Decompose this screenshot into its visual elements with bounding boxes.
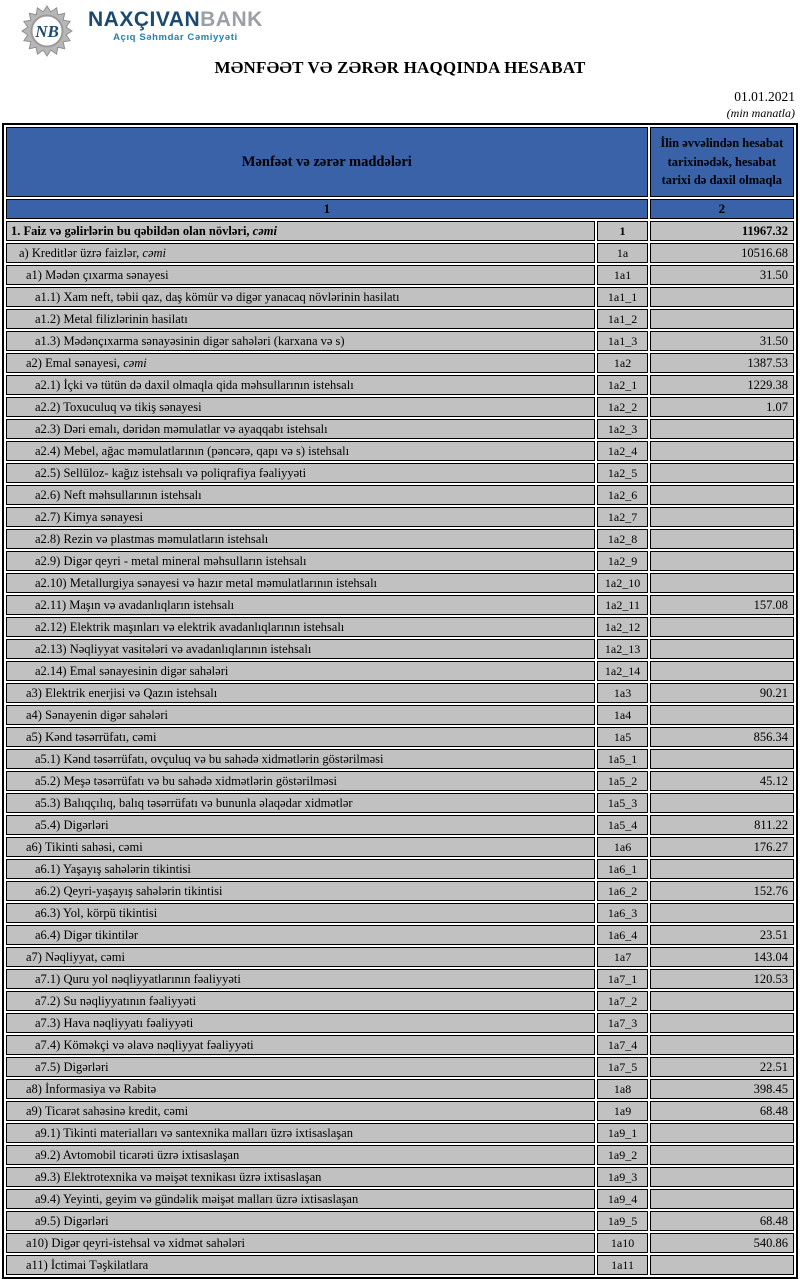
row-label-cell: a2.6) Neft məhsullarının istehsalı bbox=[6, 485, 595, 505]
table-row bbox=[6, 243, 794, 263]
row-value-cell bbox=[650, 419, 794, 439]
row-label-cell: a9.2) Avtomobil ticarəti üzrə ixtisaslaşan bbox=[6, 1145, 595, 1165]
row-label-cell: a2.2) Toxuculuq və tikiş sənayesi bbox=[6, 397, 595, 417]
row-code-cell: 1a1_1 bbox=[597, 287, 647, 307]
row-code-cell: 1a2_9 bbox=[597, 551, 647, 571]
table-row bbox=[6, 507, 794, 527]
table-row bbox=[6, 309, 794, 329]
row-label-italic: cəmi bbox=[142, 246, 166, 260]
row-label-cell: a8) İnformasiya və Rabitə bbox=[6, 1079, 595, 1099]
row-code-cell: 1a2_12 bbox=[597, 617, 647, 637]
row-code-cell: 1a9_1 bbox=[597, 1123, 647, 1143]
row-code-cell: 1a4 bbox=[597, 705, 647, 725]
row-code-cell: 1a2_8 bbox=[597, 529, 647, 549]
table-row bbox=[6, 1255, 794, 1275]
row-label-cell: a3) Elektrik enerjisi və Qazın istehsalı bbox=[6, 683, 595, 703]
row-value-cell bbox=[650, 639, 794, 659]
row-value-cell: 31.50 bbox=[650, 265, 794, 285]
row-code-cell: 1a9_4 bbox=[597, 1189, 647, 1209]
row-code-cell: 1a5_3 bbox=[597, 793, 647, 813]
unit-note: (min manatla) bbox=[726, 106, 795, 120]
seal-monogram: NB bbox=[35, 22, 59, 41]
bank-name-secondary: BANK bbox=[200, 8, 263, 31]
row-value-cell: 45.12 bbox=[650, 771, 794, 791]
table-row bbox=[6, 793, 794, 813]
row-label-cell: a2.5) Sellüloz- kağız istehsalı və poliqrafiya fəaliyyəti bbox=[6, 463, 595, 483]
table-row bbox=[6, 331, 794, 351]
table-row bbox=[6, 1035, 794, 1055]
row-label-cell: a9.4) Yeyinti, geyim və gündəlik məişət malları üzrə ixtisaslaşan bbox=[6, 1189, 595, 1209]
row-code-cell: 1a2 bbox=[597, 353, 647, 373]
table-row bbox=[6, 375, 794, 395]
row-value-cell bbox=[650, 903, 794, 923]
table-row bbox=[6, 815, 794, 835]
row-label-cell: a1.2) Metal filizlərinin hasilatı bbox=[6, 309, 595, 329]
row-code-cell: 1a2_1 bbox=[597, 375, 647, 395]
row-code-cell: 1a6_4 bbox=[597, 925, 647, 945]
row-code-cell: 1a2_7 bbox=[597, 507, 647, 527]
row-code-cell: 1a11 bbox=[597, 1255, 647, 1275]
row-value-cell bbox=[650, 573, 794, 593]
row-value-cell bbox=[650, 507, 794, 527]
row-label-cell: a1) Mədən çıxarma sənayesi bbox=[6, 265, 595, 285]
report-date: 01.01.2021 bbox=[734, 89, 795, 104]
row-value-cell: 90.21 bbox=[650, 683, 794, 703]
row-value-cell bbox=[650, 793, 794, 813]
row-value-cell bbox=[650, 1189, 794, 1209]
row-label-italic: cəmi bbox=[123, 356, 147, 370]
row-label-cell: a2) Emal sənayesi, cəmi bbox=[6, 353, 595, 373]
row-label-cell: a6.3) Yol, körpü tikintisi bbox=[6, 903, 595, 923]
row-code-cell: 1a6 bbox=[597, 837, 647, 857]
row-code-cell: 1a2_10 bbox=[597, 573, 647, 593]
bank-brand bbox=[20, 5, 800, 55]
row-label-cell: a2.10) Metallurgiya sənayesi və hazır metal məmulatlarının istehsalı bbox=[6, 573, 595, 593]
table-row bbox=[6, 771, 794, 791]
row-label-cell: a7.2) Su nəqliyyatının fəaliyyəti bbox=[6, 991, 595, 1011]
table-row bbox=[6, 485, 794, 505]
row-value-cell bbox=[650, 441, 794, 461]
row-code-cell: 1a2_3 bbox=[597, 419, 647, 439]
row-code-cell: 1a7_3 bbox=[597, 1013, 647, 1033]
row-code-cell: 1a7_1 bbox=[597, 969, 647, 989]
row-label-cell: 1. Faiz və gəlirlərin bu qəbildən olan növləri, cəmi bbox=[6, 221, 595, 241]
table-row bbox=[6, 221, 794, 241]
row-code-cell: 1a6_2 bbox=[597, 881, 647, 901]
table-row bbox=[6, 969, 794, 989]
row-value-cell bbox=[650, 1145, 794, 1165]
table-row bbox=[6, 1079, 794, 1099]
table-row bbox=[6, 265, 794, 285]
row-label-cell: a2.12) Elektrik maşınları və elektrik avadanlıqlarının istehsalı bbox=[6, 617, 595, 637]
row-label-cell: a1.1) Xam neft, təbii qaz, daş kömür və digər yanacaq növlərinin hasilatı bbox=[6, 287, 595, 307]
table-row bbox=[6, 991, 794, 1011]
row-code-cell: 1a2_14 bbox=[597, 661, 647, 681]
row-value-cell: 10516.68 bbox=[650, 243, 794, 263]
table-row bbox=[6, 287, 794, 307]
row-value-cell bbox=[650, 859, 794, 879]
row-label-cell: a6.2) Qeyri-yaşayış sahələrin tikintisi bbox=[6, 881, 595, 901]
row-value-cell: 540.86 bbox=[650, 1233, 794, 1253]
column-number-2: 2 bbox=[650, 199, 794, 219]
row-label-cell: a2.3) Dəri emalı, dəridən məmulatlar və ayaqqabı istehsalı bbox=[6, 419, 595, 439]
row-code-cell: 1a7_4 bbox=[597, 1035, 647, 1055]
row-value-cell: 1229.38 bbox=[650, 375, 794, 395]
row-value-cell: 1387.53 bbox=[650, 353, 794, 373]
table-header-row bbox=[6, 127, 794, 197]
row-value-cell: 31.50 bbox=[650, 331, 794, 351]
row-label-cell: a2.7) Kimya sənayesi bbox=[6, 507, 595, 527]
row-code-cell: 1a2_2 bbox=[597, 397, 647, 417]
table-row bbox=[6, 1189, 794, 1209]
row-label-cell: a6.1) Yaşayış sahələrin tikintisi bbox=[6, 859, 595, 879]
table-row bbox=[6, 529, 794, 549]
row-code-cell: 1a2_4 bbox=[597, 441, 647, 461]
table-row bbox=[6, 353, 794, 373]
page-title: MƏNFƏƏT VƏ ZƏRƏR HAQQINDA HESABAT bbox=[214, 58, 586, 77]
table-row bbox=[6, 617, 794, 637]
row-code-cell: 1a9 bbox=[597, 1101, 647, 1121]
row-label-cell: a2.8) Rezin və plastmas məmulatların istehsalı bbox=[6, 529, 595, 549]
row-code-cell: 1a9_2 bbox=[597, 1145, 647, 1165]
row-value-cell: 152.76 bbox=[650, 881, 794, 901]
row-label-cell: a7) Nəqliyyat, cəmi bbox=[6, 947, 595, 967]
table-row bbox=[6, 837, 794, 857]
row-code-cell: 1a3 bbox=[597, 683, 647, 703]
row-code-cell: 1a8 bbox=[597, 1079, 647, 1099]
table-row bbox=[6, 1211, 794, 1231]
row-code-cell: 1a6_3 bbox=[597, 903, 647, 923]
table-row bbox=[6, 1145, 794, 1165]
row-label-cell: a11) İctimai Təşkilatlara bbox=[6, 1255, 595, 1275]
table-row bbox=[6, 859, 794, 879]
table-row bbox=[6, 441, 794, 461]
table-row bbox=[6, 727, 794, 747]
value-column-header: İlin əvvəlindən hesabat tarixinədək, hesabat tarixi də daxil olmaqla bbox=[650, 127, 794, 197]
table-row bbox=[6, 397, 794, 417]
row-value-cell: 856.34 bbox=[650, 727, 794, 747]
row-code-cell: 1a7_5 bbox=[597, 1057, 647, 1077]
table-row bbox=[6, 881, 794, 901]
items-column-header: Mənfəət və zərər maddələri bbox=[6, 127, 648, 197]
row-value-cell bbox=[650, 749, 794, 769]
row-value-cell: 157.08 bbox=[650, 595, 794, 615]
row-code-cell: 1a7_2 bbox=[597, 991, 647, 1011]
report-table-body bbox=[6, 221, 794, 1275]
row-label-cell: a2.9) Digər qeyri - metal mineral məhsulların istehsalı bbox=[6, 551, 595, 571]
table-row bbox=[6, 595, 794, 615]
row-value-cell: 23.51 bbox=[650, 925, 794, 945]
row-label-cell: a) Kreditlər üzrə faizlər, cəmi bbox=[6, 243, 595, 263]
row-value-cell bbox=[650, 617, 794, 637]
table-row bbox=[6, 1057, 794, 1077]
row-code-cell: 1a2_11 bbox=[597, 595, 647, 615]
row-label-cell: a5) Kənd təsərrüfatı, cəmi bbox=[6, 727, 595, 747]
row-label-cell: a4) Sənayenin digər sahələri bbox=[6, 705, 595, 725]
row-value-cell bbox=[650, 287, 794, 307]
row-label-cell: a7.4) Köməkçi və əlavə nəqliyyat fəaliyyəti bbox=[6, 1035, 595, 1055]
row-code-cell: 1a5 bbox=[597, 727, 647, 747]
row-label-cell: a7.3) Hava nəqliyyatı fəaliyyəti bbox=[6, 1013, 595, 1033]
row-label-cell: a5.4) Digərləri bbox=[6, 815, 595, 835]
row-value-cell bbox=[650, 991, 794, 1011]
row-value-cell bbox=[650, 551, 794, 571]
bank-name-primary: NAXÇIVAN bbox=[88, 8, 201, 31]
table-row bbox=[6, 903, 794, 923]
table-row bbox=[6, 1123, 794, 1143]
column-number-1: 1 bbox=[6, 199, 648, 219]
row-code-cell: 1a10 bbox=[597, 1233, 647, 1253]
row-code-cell: 1a1_3 bbox=[597, 331, 647, 351]
row-label-cell: a7.1) Quru yol nəqliyyatlarının fəaliyyəti bbox=[6, 969, 595, 989]
row-label-cell: a2.11) Maşın və avadanlıqların istehsalı bbox=[6, 595, 595, 615]
row-label-italic: cəmi bbox=[252, 224, 277, 238]
row-value-cell: 22.51 bbox=[650, 1057, 794, 1077]
row-label-cell: a1.3) Mədənçıxarma sənayəsinin digər sahələri (karxana və s) bbox=[6, 331, 595, 351]
row-label-cell: a2.4) Mebel, ağac məmulatlarının (pəncərə, qapı və s) istehsalı bbox=[6, 441, 595, 461]
table-row bbox=[6, 1101, 794, 1121]
row-value-cell bbox=[650, 705, 794, 725]
row-label-cell: a7.5) Digərləri bbox=[6, 1057, 595, 1077]
row-label-cell: a2.1) İçki və tütün də daxil olmaqla qida məhsullarının istehsalı bbox=[6, 375, 595, 395]
row-value-cell bbox=[650, 529, 794, 549]
row-value-cell: 68.48 bbox=[650, 1101, 794, 1121]
table-row bbox=[6, 639, 794, 659]
table-row bbox=[6, 749, 794, 769]
row-code-cell: 1a9_3 bbox=[597, 1167, 647, 1187]
row-value-cell: 811.22 bbox=[650, 815, 794, 835]
row-label-cell: a9.5) Digərləri bbox=[6, 1211, 595, 1231]
row-value-cell bbox=[650, 463, 794, 483]
row-code-cell: 1a2_6 bbox=[597, 485, 647, 505]
table-row bbox=[6, 1167, 794, 1187]
row-label-cell: a5.2) Meşə təsərrüfatı və bu sahədə xidmətlərin göstərilməsi bbox=[6, 771, 595, 791]
row-label-cell: a9.3) Elektrotexnika və məişət texnikası üzrə ixtisaslaşan bbox=[6, 1167, 595, 1187]
row-value-cell bbox=[650, 1035, 794, 1055]
row-code-cell: 1a2_5 bbox=[597, 463, 647, 483]
row-code-cell: 1a bbox=[597, 243, 647, 263]
row-value-cell bbox=[650, 309, 794, 329]
row-value-cell bbox=[650, 661, 794, 681]
table-row bbox=[6, 1013, 794, 1033]
row-label-cell: a2.14) Emal sənayesinin digər sahələri bbox=[6, 661, 595, 681]
row-value-cell: 398.45 bbox=[650, 1079, 794, 1099]
row-value-cell: 11967.32 bbox=[650, 221, 794, 241]
row-code-cell: 1a7 bbox=[597, 947, 647, 967]
table-row bbox=[6, 705, 794, 725]
bank-subtitle: Açıq Səhmdar Cəmiyyəti bbox=[113, 32, 238, 43]
table-row bbox=[6, 947, 794, 967]
table-row bbox=[6, 551, 794, 571]
row-value-cell: 1.07 bbox=[650, 397, 794, 417]
bank-wordmark bbox=[88, 5, 263, 43]
profit-loss-table bbox=[2, 123, 798, 1279]
row-label-cell: a2.13) Nəqliyyat vasitələri və avadanlıqlarının istehsalı bbox=[6, 639, 595, 659]
row-label-cell: a10) Digər qeyri-istehsal və xidmət sahələri bbox=[6, 1233, 595, 1253]
row-code-cell: 1a5_2 bbox=[597, 771, 647, 791]
table-row bbox=[6, 925, 794, 945]
row-code-cell: 1a5_4 bbox=[597, 815, 647, 835]
row-label-cell: a9.1) Tikinti materialları və santexnika malları üzrə ixtisaslaşan bbox=[6, 1123, 595, 1143]
row-label-cell: a6.4) Digər tikintilər bbox=[6, 925, 595, 945]
column-number-row bbox=[6, 199, 794, 219]
row-code-cell: 1 bbox=[597, 221, 647, 241]
row-value-cell bbox=[650, 1255, 794, 1275]
row-value-cell: 176.27 bbox=[650, 837, 794, 857]
row-code-cell: 1a2_13 bbox=[597, 639, 647, 659]
row-value-cell: 68.48 bbox=[650, 1211, 794, 1231]
row-value-cell bbox=[650, 1167, 794, 1187]
row-code-cell: 1a1_2 bbox=[597, 309, 647, 329]
row-value-cell bbox=[650, 1013, 794, 1033]
bank-seal-icon bbox=[20, 5, 74, 57]
row-label-cell: a6) Tikinti sahəsi, cəmi bbox=[6, 837, 595, 857]
table-row bbox=[6, 683, 794, 703]
row-code-cell: 1a9_5 bbox=[597, 1211, 647, 1231]
row-value-cell bbox=[650, 485, 794, 505]
row-value-cell bbox=[650, 1123, 794, 1143]
table-row bbox=[6, 419, 794, 439]
table-row bbox=[6, 1233, 794, 1253]
table-row bbox=[6, 661, 794, 681]
row-code-cell: 1a1 bbox=[597, 265, 647, 285]
row-code-cell: 1a6_1 bbox=[597, 859, 647, 879]
row-label-cell: a5.1) Kənd təsərrüfatı, ovçuluq və bu sahədə xidmətlərin göstərilməsi bbox=[6, 749, 595, 769]
row-value-cell: 143.04 bbox=[650, 947, 794, 967]
table-row bbox=[6, 573, 794, 593]
row-label-cell: a5.3) Balıqçılıq, balıq təsərrüfatı və bununla əlaqədar xidmətlər bbox=[6, 793, 595, 813]
table-row bbox=[6, 463, 794, 483]
row-label-cell: a9) Ticarət sahəsinə kredit, cəmi bbox=[6, 1101, 595, 1121]
row-value-cell: 120.53 bbox=[650, 969, 794, 989]
row-code-cell: 1a5_1 bbox=[597, 749, 647, 769]
